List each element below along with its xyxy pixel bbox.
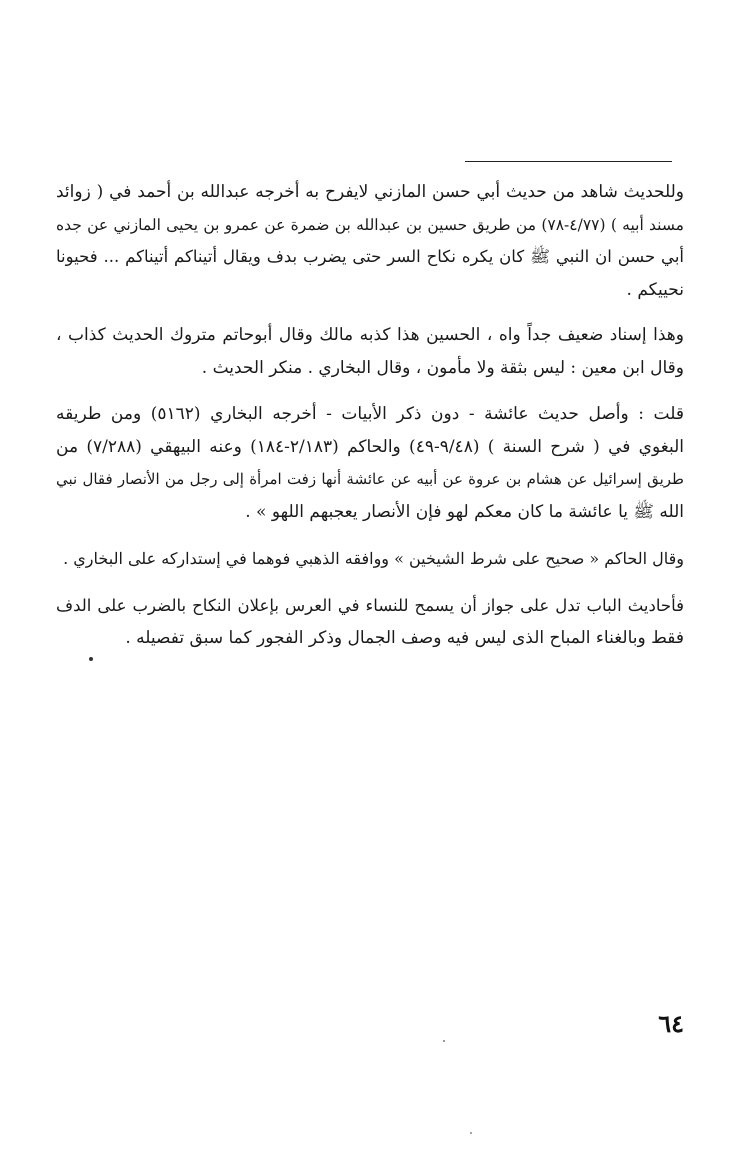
page-number: ٦٤	[658, 1009, 684, 1038]
text-line: البغوي في ( شرح السنة ) (٩/٤٨-٤٩) والحاكم (٢/١٨٣-١٨٤) وعنه البيهقي (٧/٢٨٨) من	[56, 436, 684, 457]
text-line: مسند أبيه ) (٤/٧٧-٧٨) من طريق حسين بن عبدالله بن ضمرة عن عمرو بن يحيى المازني عن جده	[56, 215, 684, 234]
footnote-paragraph	[56, 590, 684, 655]
footnotes-block	[56, 176, 684, 669]
footnote-paragraph	[56, 398, 684, 528]
text-line: أبي حسن ان النبي ﷺ كان يكره نكاح السر حتى يضرب بدف ويقال أتيناكم أتيناكم ... فحيونا	[56, 247, 684, 266]
text-line: فقط وبالغناء المباح الذى ليس فيه وصف الجمال وذكر الفجور كما سبق تفصيله .	[125, 628, 684, 648]
footnote-paragraph	[56, 319, 684, 384]
text-line: وقال الحاكم « صحيح على شرط الشيخين » ووافقه الذهبي فوهما في إستداركه على البخاري .	[63, 549, 684, 568]
text-line: طريق إسرائيل عن هشام بن عروة عن أبيه عن عائشة أنها زفت امرأة إلى رجل من الأنصار فقال نبي	[56, 470, 684, 488]
footnote-separator-rule	[465, 161, 672, 162]
text-line: فأحاديث الباب تدل على جواز أن يسمح للنساء في العرس بإعلان النكاح بالضرب على الدف	[56, 595, 684, 615]
print-speck	[470, 1132, 472, 1134]
print-speck	[443, 1040, 445, 1042]
footnote-paragraph	[56, 176, 684, 306]
text-line: الله ﷺ يا عائشة ما كان معكم لهو فإن الأنصار يعجبهم اللهو » .	[245, 501, 684, 522]
text-line: قلت : وأصل حديث عائشة - دون ذكر الأبيات - أخرجه البخاري (٥١٦٢) ومن طريقه	[56, 404, 684, 424]
text-line: وهذا إسناد ضعيف جداً واه ، الحسين هذا كذبه مالك وقال أبوحاتم متروك الحديث كذاب ،	[56, 325, 684, 345]
text-line: نحييكم .	[626, 279, 684, 300]
text-line: وقال ابن معين : ليس بثقة ولا مأمون ، وقال البخاري . منكر الحديث .	[201, 357, 684, 378]
print-speck	[89, 657, 93, 661]
text-line: وللحديث شاهد من حديث أبي حسن المازني لايفرح به أخرجه عبدالله بن أحمد في ( زوائد	[56, 182, 684, 202]
footnote-paragraph	[56, 543, 684, 576]
